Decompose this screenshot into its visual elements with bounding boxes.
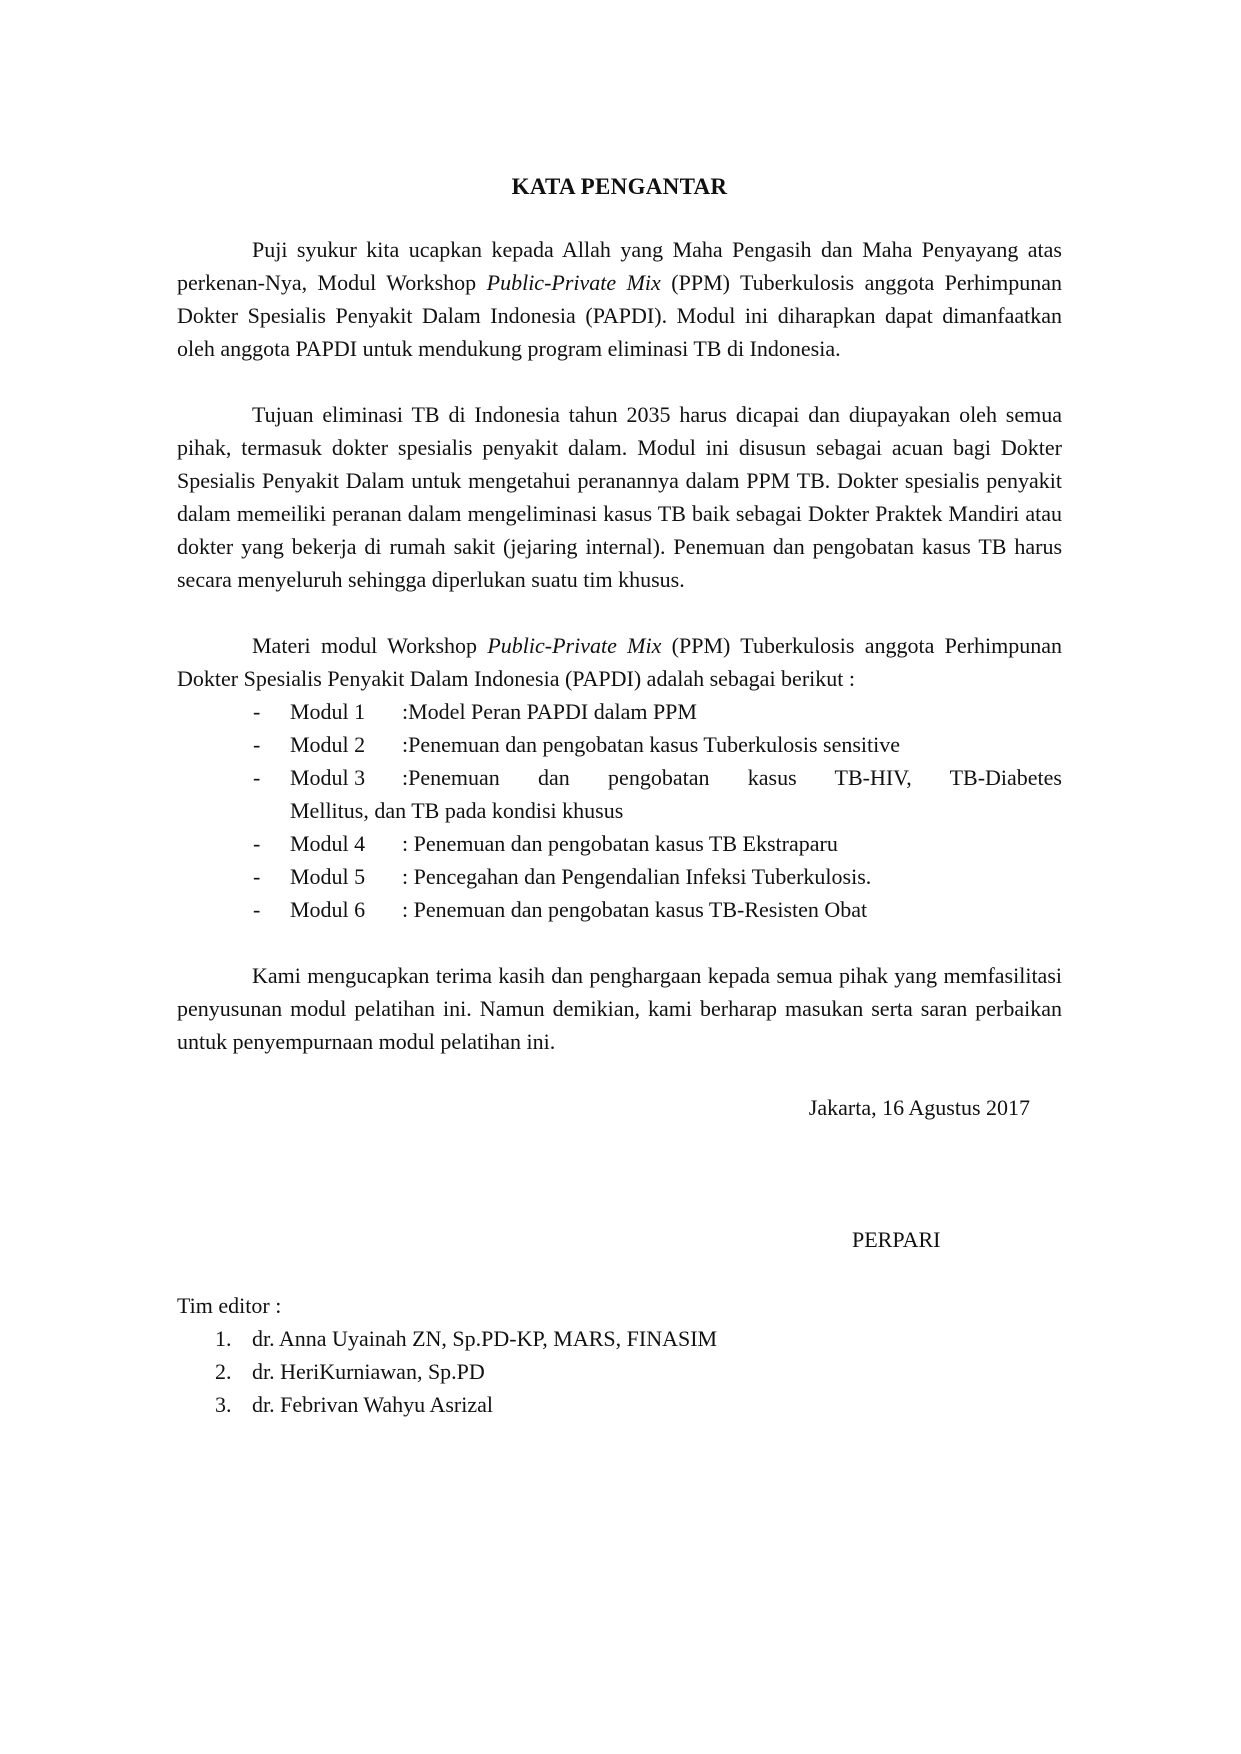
- editor-name: dr. Febrivan Wahyu Asrizal: [252, 1392, 494, 1417]
- modul-number: Modul 4: [290, 831, 366, 856]
- modul-number: Modul 6: [290, 897, 366, 922]
- paragraph-intro: [177, 233, 1062, 365]
- modul-description-continued: Mellitus, dan TB pada kondisi khusus: [290, 798, 624, 823]
- list-item: [177, 827, 1062, 860]
- list-dash: -: [253, 732, 261, 757]
- list-item: [177, 695, 1062, 728]
- modul-number: Modul 1: [290, 699, 366, 724]
- signatory: PERPARI: [852, 1227, 941, 1252]
- modul-number: Modul 3: [290, 765, 366, 790]
- editor-heading: Tim editor :: [177, 1293, 282, 1318]
- list-item: [177, 1322, 1062, 1355]
- list-item: [177, 860, 1062, 893]
- editor-number: 1.: [215, 1326, 232, 1351]
- modul-description: :Penemuan dan pengobatan kasus Tuberkulosis sensitive: [402, 732, 901, 757]
- list-item: [177, 1388, 1062, 1421]
- list-dash: -: [253, 831, 261, 856]
- modul-description: :Model Peran PAPDI dalam PPM: [402, 699, 697, 724]
- paragraph-goal: Tujuan eliminasi TB di Indonesia tahun 2035 harus dicapai dan diupayakan oleh semua pihak, termasuk dokter spesialis penyakit dalam. Modul ini disusun sebagai acuan bagi Dokter Spesialis Penyakit Dalam untuk mengetahui peranannya dalam PPM TB. Dokter spesialis penyakit dalam memeiliki peranan dalam mengeliminasi kasus TB baik sebagai Dokter Praktek Mandiri atau dokter yang bekerja di rumah sakit (jejaring internal). Penemuan dan pengobatan kasus TB harus secara menyeluruh sehingga diperlukan suatu tim khusus.: [177, 402, 1062, 592]
- list-item: [177, 893, 1062, 926]
- paragraph-intro-text-after: (PPM) Tuberkulosis anggota Perhimpunan Dokter Spesialis Penyakit Dalam Indonesia (PAPDI). Modul ini diharapkan dapat dimanfaatkan oleh anggota PAPDI untuk mendukung program eliminasi TB di Indonesia.: [177, 270, 1062, 361]
- place-date: Jakarta, 16 Agustus 2017: [808, 1095, 1030, 1120]
- modul-list: [177, 695, 1062, 926]
- modul-description: :Penemuan dan pengobatan kasus TB-HIV, TB-Diabetes: [402, 765, 1062, 790]
- paragraph-materials-italic: Public-Private Mix: [487, 633, 662, 658]
- editor-number: 3.: [215, 1392, 232, 1417]
- paragraph-intro-italic: Public-Private Mix: [486, 270, 661, 295]
- editor-name: dr. HeriKurniawan, Sp.PD: [252, 1359, 485, 1384]
- paragraph-intro-text-before: Puji syukur kita ucapkan kepada Allah yang Maha Pengasih dan Maha Penyayang atas perkenan-Nya, Modul Workshop: [177, 237, 1062, 295]
- list-dash: -: [253, 699, 261, 724]
- list-item: [177, 1355, 1062, 1388]
- list-item: [177, 728, 1062, 761]
- modul-description: : Penemuan dan pengobatan kasus TB Ekstraparu: [402, 831, 838, 856]
- paragraph-thanks: Kami mengucapkan terima kasih dan penghargaan kepada semua pihak yang memfasilitasi penyusunan modul pelatihan ini. Namun demikian, kami berharap masukan serta saran perbaikan untuk penyempurnaan modul pelatihan ini.: [177, 963, 1062, 1054]
- document-title: KATA PENGANTAR: [511, 174, 728, 199]
- modul-number: Modul 2: [290, 732, 366, 757]
- list-dash: -: [253, 765, 261, 790]
- paragraph-materials-text-before: Materi modul Workshop: [252, 633, 488, 658]
- list-dash: -: [253, 864, 261, 889]
- modul-description: : Pencegahan dan Pengendalian Infeksi Tuberkulosis.: [402, 864, 872, 889]
- editor-number: 2.: [215, 1359, 232, 1384]
- paragraph-materials: [177, 629, 1062, 695]
- editor-list: [177, 1322, 1062, 1421]
- editor-name: dr. Anna Uyainah ZN, Sp.PD-KP, MARS, FINASIM: [252, 1326, 718, 1351]
- modul-description: : Penemuan dan pengobatan kasus TB-Resisten Obat: [402, 897, 868, 922]
- paragraph-materials-text-after: (PPM) Tuberkulosis anggota Perhimpunan Dokter Spesialis Penyakit Dalam Indonesia (PAPDI) adalah sebagai berikut :: [177, 633, 1062, 691]
- modul-number: Modul 5: [290, 864, 366, 889]
- list-dash: -: [253, 897, 261, 922]
- list-item: [177, 761, 1062, 827]
- document-page: [177, 170, 1062, 1421]
